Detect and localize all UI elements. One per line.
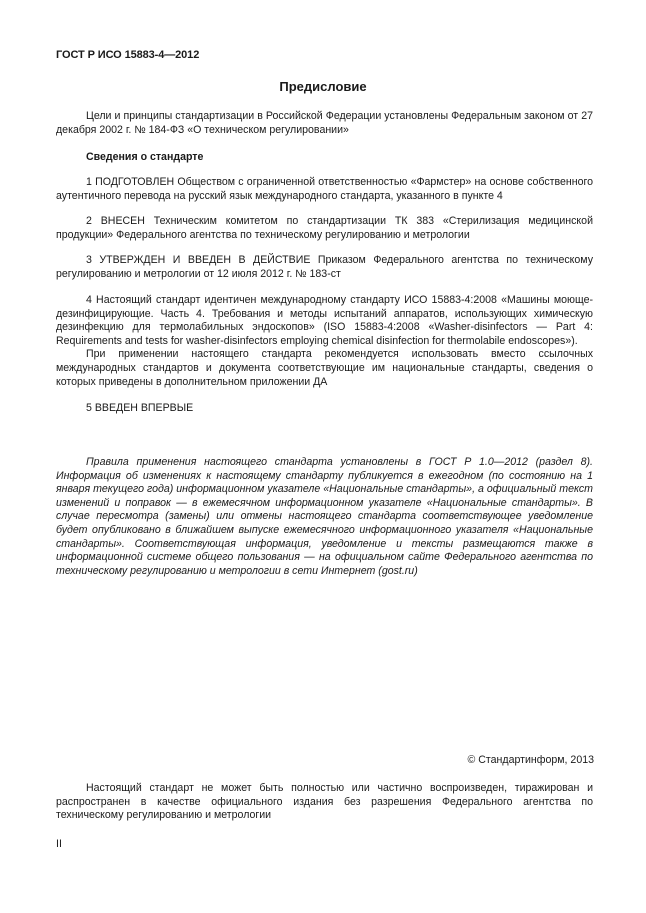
info-heading: Сведения о стандарте xyxy=(86,151,204,163)
page-title: Предисловие xyxy=(279,79,367,94)
item-1 xyxy=(56,176,593,203)
intro-paragraph xyxy=(56,110,593,137)
item-2-text: 2 ВНЕСЕН Техническим комитетом по стандартизации ТК 383 «Стерилизация медицинской продукции» Федерального агентства по техническому регулированию и метрологии xyxy=(56,215,593,241)
reproduction-note xyxy=(56,782,593,823)
item-5 xyxy=(56,402,593,416)
item-4 xyxy=(56,294,593,389)
item-3 xyxy=(56,254,593,281)
item-1-text: 1 ПОДГОТОВЛЕН Обществом с ограниченной ответственностью «Фармстер» на основе собственного аутентичного перевода на русский язык международного стандарта, указанного в пункте 4 xyxy=(56,176,593,202)
item-5-text: 5 ВВЕДЕН ВПЕРВЫЕ xyxy=(86,402,194,414)
standard-code-header: ГОСТ Р ИСО 15883-4—2012 xyxy=(56,49,200,61)
rules-note xyxy=(56,456,593,578)
copyright: © Стандартинформ, 2013 xyxy=(467,754,594,766)
item-4-text: 4 Настоящий стандарт идентичен международному стандарту ИСО 15883-4:2008 «Машины моюще-дезинфицирующие. Часть 4. Требования и методы испытаний аппаратов, использующих химическую дезинфекцию для термолабильных эндоскопов» (ISO 15883-4:2008 «Washer-disinfectors — Part 4: Requirements and tests for washer-disinfectors employing chemical disinfection for thermolabile endoscopes»). xyxy=(56,294,593,347)
item-4-note: При применении настоящего стандарта рекомендуется использовать вместо ссылочных международных стандартов и документа соответствующие им национальные стандарты, сведения о которых приведены в дополнительном приложении ДА xyxy=(56,348,593,388)
reproduction-note-text: Настоящий стандарт не может быть полностью или частично воспроизведен, тиражирован и распространен в качестве официального издания без разрешения Федерального агентства по техническому регулированию и метрологии xyxy=(56,782,593,822)
item-2 xyxy=(56,215,593,242)
intro-text: Цели и принципы стандартизации в Российской Федерации установлены Федеральным законом от 27 декабря 2002 г. № 184-ФЗ «О техническом регулировании» xyxy=(56,110,593,136)
page-number: II xyxy=(56,838,62,850)
info-heading-block xyxy=(56,151,593,165)
rules-note-text: Правила применения настоящего стандарта установлены в ГОСТ Р 1.0—2012 (раздел 8). Информация об изменениях к настоящему стандарту публикуется в ежегодном (по состоянию на 1 января текущего года) информационном указателе «Национальные стандарты», а официальный текст изменений и поправок — в ежемесячном информационном указателе «Национальные стандарты». В случае пересмотра (замены) или отмены настоящего стандарта соответствующее уведомление будет опубликовано в ближайшем выпуске ежемесячного информационного указателя «Национальные стандарты». Соответствующая информация, уведомление и тексты размещаются также в информационной системе общего пользования — на официальном сайте Федерального агентства по техническому регулированию и метрологии в сети Интернет (gost.ru) xyxy=(56,456,593,577)
item-3-text: 3 УТВЕРЖДЕН И ВВЕДЕН В ДЕЙСТВИЕ Приказом Федерального агентства по техническому регулированию и метрологии от 12 июля 2012 г. № 183-ст xyxy=(56,254,593,280)
